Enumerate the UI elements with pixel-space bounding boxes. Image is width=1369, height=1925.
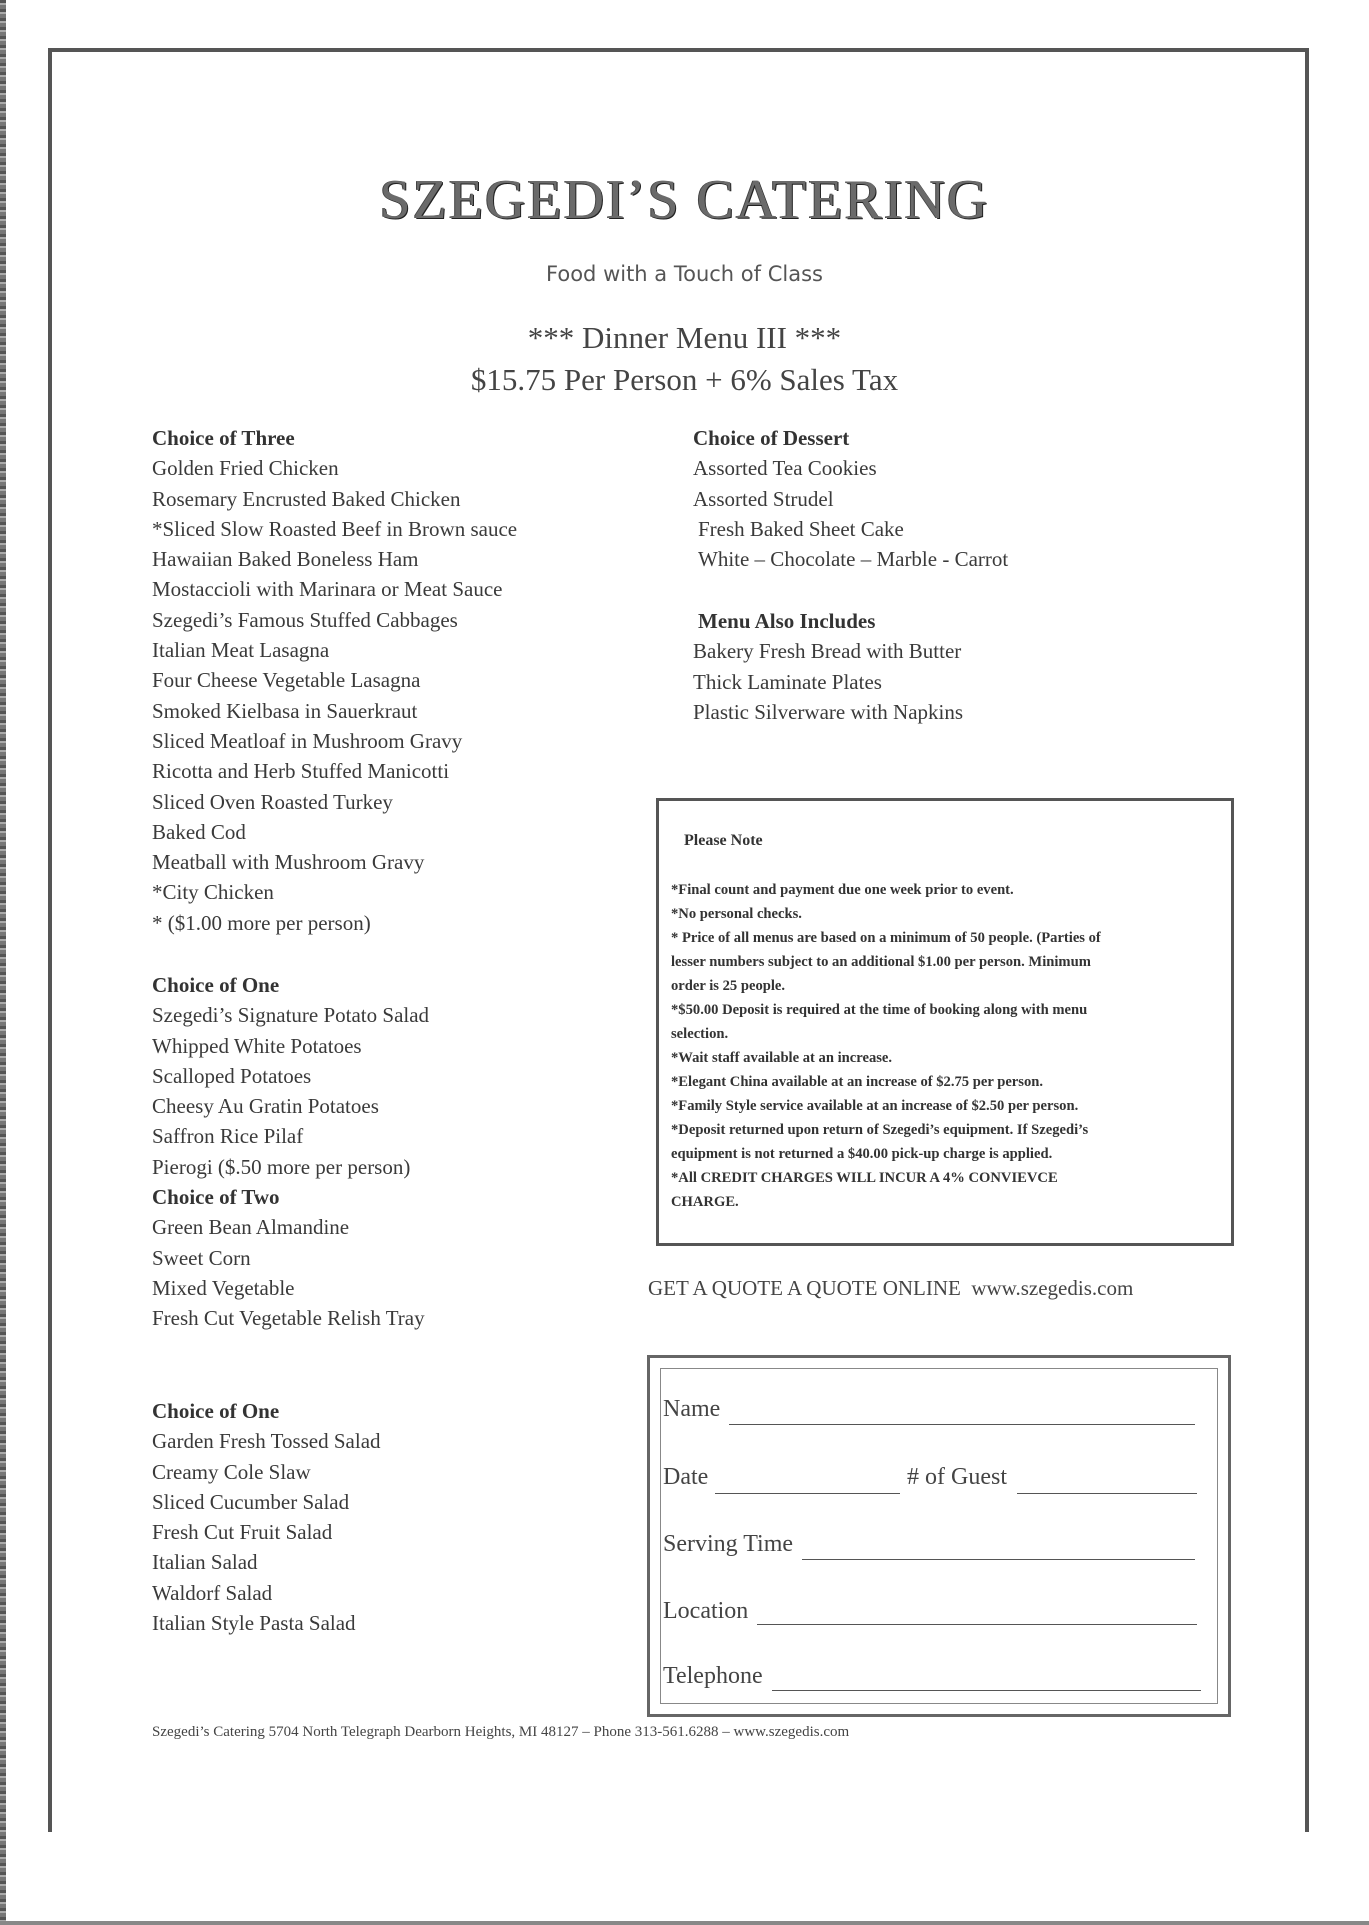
list-item: Smoked Kielbasa in Sauerkraut bbox=[152, 698, 418, 723]
guests-field[interactable] bbox=[1017, 1493, 1197, 1494]
guests-label: # of Guest bbox=[907, 1464, 1007, 1490]
list-item: Sweet Corn bbox=[152, 1245, 251, 1270]
location-field[interactable] bbox=[757, 1624, 1197, 1625]
list-item: Creamy Cole Slaw bbox=[152, 1459, 311, 1484]
list-item: * ($1.00 more per person) bbox=[152, 910, 371, 935]
list-item: Mixed Vegetable bbox=[152, 1275, 295, 1300]
list-item: Scalloped Potatoes bbox=[152, 1063, 312, 1088]
list-item: Assorted Tea Cookies bbox=[693, 456, 877, 481]
menu-name: *** Dinner Menu III *** bbox=[527, 320, 842, 355]
list-item: Baked Cod bbox=[152, 819, 246, 844]
list-item: Pierogi ($.50 more per person) bbox=[152, 1154, 411, 1179]
list-item: Waldorf Salad bbox=[152, 1580, 273, 1605]
list-item: Fresh Cut Vegetable Relish Tray bbox=[152, 1306, 425, 1331]
scan-edge bbox=[0, 0, 6, 1925]
list-item: Bakery Fresh Bread with Butter bbox=[693, 639, 962, 664]
section-heading: Choice of Dessert bbox=[693, 426, 850, 450]
quote-line bbox=[648, 1276, 1133, 1301]
telephone-field[interactable] bbox=[772, 1690, 1201, 1691]
section-heading: Choice of One bbox=[152, 973, 280, 997]
list-item: Ricotta and Herb Stuffed Manicotti bbox=[152, 759, 450, 784]
list-item: Golden Fried Chicken bbox=[152, 456, 339, 481]
footer-address: Szegedi’s Catering 5704 North Telegraph Dearborn Heights, MI 48127 – Phone 313-561.6288 – www.szegedis.com bbox=[152, 1724, 850, 1740]
note-line: *Wait staff available at an increase. bbox=[671, 1050, 893, 1066]
page-title: SZEGEDI’S CATERING bbox=[379, 169, 990, 231]
serving-time-field[interactable] bbox=[802, 1559, 1195, 1560]
list-item: Green Bean Almandine bbox=[152, 1215, 350, 1240]
note-line: * Price of all menus are based on a minimum of 50 people. (Parties of bbox=[671, 930, 1101, 946]
list-item: Thick Laminate Plates bbox=[693, 669, 882, 694]
list-item: Hawaiian Baked Boneless Ham bbox=[152, 547, 419, 572]
quote-text: GET A QUOTE A QUOTE ONLINE bbox=[648, 1276, 961, 1300]
menu-price: $15.75 Per Person + 6% Sales Tax bbox=[470, 362, 899, 397]
section-choice-one-salad bbox=[152, 1396, 381, 1638]
list-item: *Sliced Slow Roasted Beef in Brown sauce bbox=[152, 516, 518, 541]
note-line: *All CREDIT CHARGES WILL INCUR A 4% CONVIEVCE bbox=[671, 1170, 1058, 1186]
note-line: order is 25 people. bbox=[671, 978, 786, 994]
list-item: Szegedi’s Famous Stuffed Cabbages bbox=[152, 607, 458, 632]
date-field[interactable] bbox=[715, 1493, 900, 1494]
name-field[interactable] bbox=[729, 1424, 1195, 1425]
section-choice-three bbox=[152, 423, 517, 938]
name-label: Name bbox=[663, 1396, 721, 1422]
date-label: Date bbox=[663, 1464, 709, 1490]
note-line: lesser numbers subject to an additional $1.00 per person. Minimum bbox=[671, 954, 1091, 970]
note-line: *Deposit returned upon return of Szegedi’s equipment. If Szegedi’s bbox=[671, 1122, 1089, 1138]
note-line: *No personal checks. bbox=[671, 906, 802, 922]
list-item: Sliced Cucumber Salad bbox=[152, 1489, 350, 1514]
note-line: *Family Style service available at an increase of $2.50 per person. bbox=[671, 1098, 1079, 1114]
note-list bbox=[671, 878, 1191, 1214]
section-choice-one-potato bbox=[152, 970, 429, 1334]
list-item: Mostaccioli with Marinara or Meat Sauce bbox=[152, 577, 503, 602]
note-line: equipment is not returned a $40.00 pick-up charge is applied. bbox=[671, 1146, 1053, 1162]
list-item: Meatball with Mushroom Gravy bbox=[152, 850, 425, 875]
note-line: *Final count and payment due one week prior to event. bbox=[671, 882, 1014, 898]
list-item: Rosemary Encrusted Baked Chicken bbox=[152, 486, 461, 511]
list-item: White – Chocolate – Marble - Carrot bbox=[698, 547, 1009, 572]
list-item: Italian Meat Lasagna bbox=[152, 638, 330, 663]
location-label: Location bbox=[663, 1598, 749, 1624]
section-includes bbox=[693, 606, 963, 727]
note-line: *$50.00 Deposit is required at the time of booking along with menu bbox=[671, 1002, 1088, 1018]
list-item: Four Cheese Vegetable Lasagna bbox=[152, 668, 421, 693]
section-heading: Choice of Three bbox=[152, 426, 295, 450]
list-item: Fresh Baked Sheet Cake bbox=[698, 516, 904, 541]
telephone-label: Telephone bbox=[663, 1663, 763, 1689]
list-item: Italian Style Pasta Salad bbox=[152, 1611, 356, 1636]
list-item: Garden Fresh Tossed Salad bbox=[152, 1429, 381, 1454]
tagline: Food with a Touch of Class bbox=[546, 262, 823, 286]
section-dessert bbox=[693, 423, 1008, 574]
scan-bottom-edge bbox=[0, 1921, 1369, 1925]
list-item: Fresh Cut Fruit Salad bbox=[152, 1520, 333, 1545]
list-item: Plastic Silverware with Napkins bbox=[693, 699, 964, 724]
note-line: selection. bbox=[671, 1026, 729, 1042]
list-item: Saffron Rice Pilaf bbox=[152, 1124, 304, 1149]
list-item: Assorted Strudel bbox=[693, 486, 834, 511]
list-item: Italian Salad bbox=[152, 1550, 258, 1575]
note-line: CHARGE. bbox=[671, 1194, 739, 1210]
section-heading: Menu Also Includes bbox=[698, 609, 876, 633]
serving-time-label: Serving Time bbox=[663, 1531, 794, 1557]
section-heading: Choice of Two bbox=[152, 1185, 280, 1210]
quote-link[interactable]: www.szegedis.com bbox=[971, 1276, 1134, 1300]
note-title: Please Note bbox=[684, 832, 763, 849]
list-item: Szegedi’s Signature Potato Salad bbox=[152, 1003, 430, 1028]
note-line: *Elegant China available at an increase of $2.75 per person. bbox=[671, 1074, 1044, 1090]
list-item: *City Chicken bbox=[152, 880, 274, 905]
list-item: Sliced Oven Roasted Turkey bbox=[152, 789, 393, 814]
list-item: Whipped White Potatoes bbox=[152, 1033, 362, 1058]
list-item: Cheesy Au Gratin Potatoes bbox=[152, 1094, 379, 1119]
section-heading: Choice of One bbox=[152, 1399, 280, 1423]
list-item: Sliced Meatloaf in Mushroom Gravy bbox=[152, 728, 463, 753]
